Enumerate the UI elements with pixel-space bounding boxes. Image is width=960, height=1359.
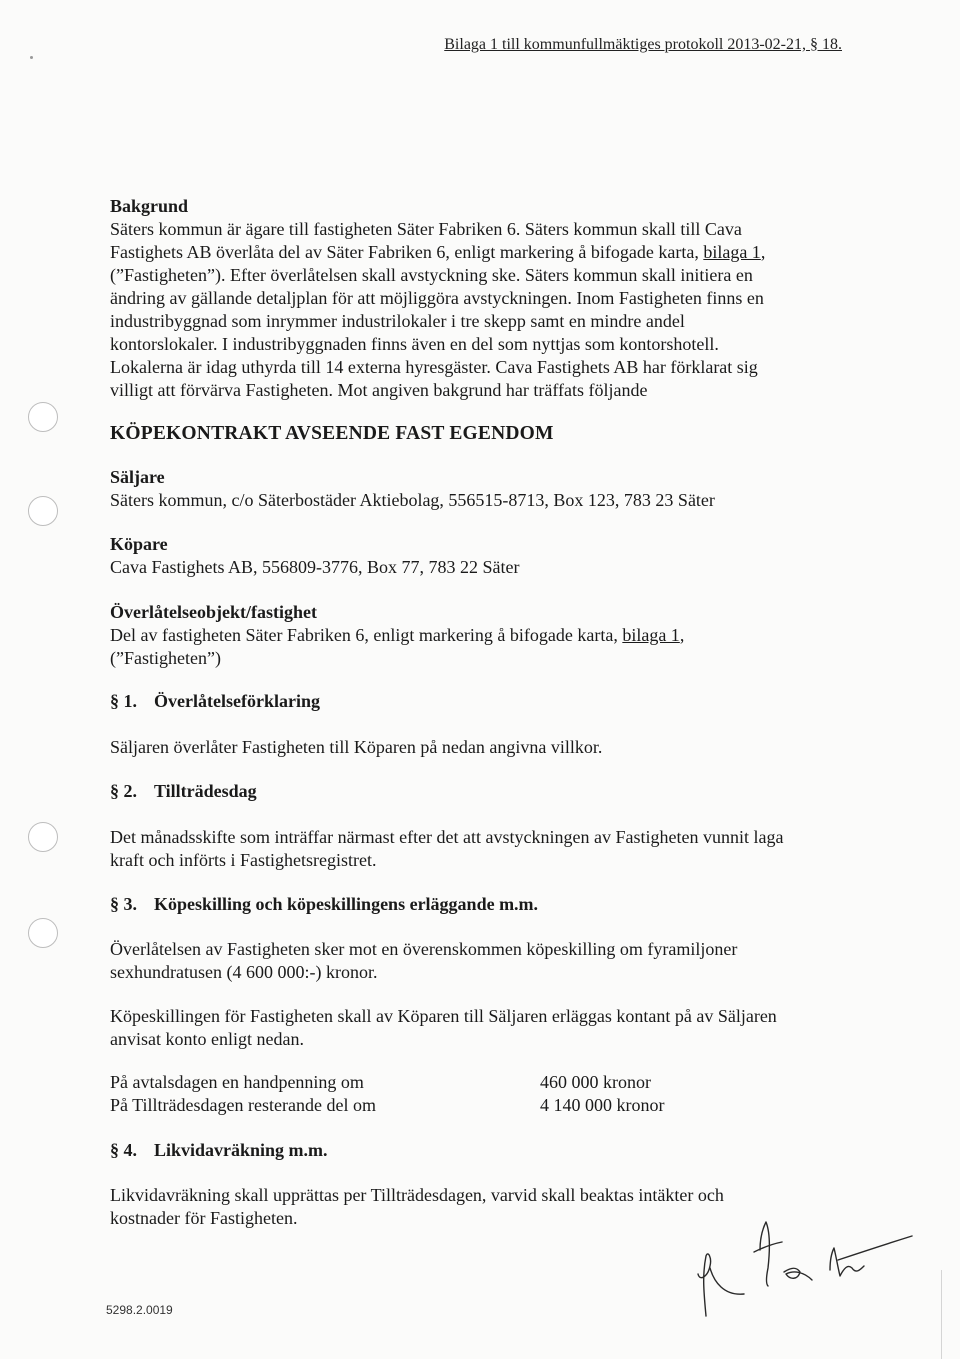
payment-schedule bbox=[110, 1071, 830, 1117]
sec4-line-2: kostnader för Fastigheten. bbox=[110, 1208, 298, 1228]
sec3-title: Köpeskilling och köpeskillingens erläggande m.m. bbox=[154, 894, 539, 914]
bakgrund-line-5: industribyggnad som inrymmer industrilokaler i tre skepp samt en mindre andel bbox=[110, 311, 685, 331]
sec3-paragraph-1 bbox=[110, 938, 830, 984]
payment-row bbox=[110, 1071, 830, 1094]
kopare-text: Cava Fastighets AB, 556809-3776, Box 77, 783 22 Säter bbox=[110, 557, 520, 577]
sec2-line-2: kraft och införts i Fastighetsregistret. bbox=[110, 850, 377, 870]
kopare-title: Köpare bbox=[110, 534, 168, 554]
bakgrund-line-3: (”Fastigheten”). Efter överlåtelsen skall avstyckning ske. Säters kommun skall initiera en bbox=[110, 265, 753, 285]
bakgrund-line-1: Säters kommun är ägare till fastigheten Säter Fabriken 6. Säters kommun skall till Cava bbox=[110, 219, 742, 239]
contract-title: KÖPEKONTRAKT AVSEENDE FAST EGENDOM bbox=[110, 423, 554, 444]
payment-label: På Tillträdesdagen resterande del om bbox=[110, 1095, 376, 1115]
sec2-heading bbox=[110, 780, 830, 803]
sec2-number: § 2. bbox=[110, 781, 137, 801]
sec3-p1-line-2: sexhundratusen (4 600 000:-) kronor. bbox=[110, 962, 378, 982]
punch-hole bbox=[28, 822, 58, 852]
punch-hole bbox=[28, 496, 58, 526]
objekt-title: Överlåtelseobjekt/fastighet bbox=[110, 602, 317, 622]
bakgrund-line-6: kontorslokaler. I industribyggnaden finns även en del som nyttjas som kontorshotell. bbox=[110, 334, 719, 354]
sec3-number: § 3. bbox=[110, 894, 137, 914]
saljare-text: Säters kommun, c/o Säterbostäder Aktiebolag, 556515-8713, Box 123, 783 23 Säter bbox=[110, 490, 715, 510]
sec4-title: Likvidavräkning m.m. bbox=[154, 1140, 328, 1160]
bakgrund-line-8: villigt att förvärva Fastigheten. Mot angiven bakgrund har träffats följande bbox=[110, 380, 648, 400]
bakgrund-line-7: Lokalerna är idag uthyrda till 14 externa hyresgäster. Cava Fastighets AB har förklarat sig bbox=[110, 357, 758, 377]
sec1-number: § 1. bbox=[110, 691, 137, 711]
bakgrund-line-2-end: , bbox=[760, 242, 766, 262]
sec2-title: Tillträdesdag bbox=[154, 781, 257, 801]
sec3-paragraph-2 bbox=[110, 1005, 830, 1051]
bakgrund-title: Bakgrund bbox=[110, 196, 189, 216]
bakgrund-section bbox=[110, 195, 830, 402]
objekt-line-1-text: Del av fastigheten Säter Fabriken 6, enligt markering å bifogade karta, bbox=[110, 625, 623, 645]
sec2-text bbox=[110, 826, 830, 872]
sec1-title: Överlåtelseförklaring bbox=[154, 691, 320, 711]
sec2-line-1: Det månadsskifte som inträffar närmast efter det att avstyckningen av Fastigheten vunnit laga bbox=[110, 827, 784, 847]
kopare-section bbox=[110, 533, 830, 579]
bakgrund-line-4: ändring av gällande detaljplan för att möjliggöra avstyckningen. Inom Fastigheten finns en bbox=[110, 288, 764, 308]
payment-amount: 4 140 000 kronor bbox=[540, 1095, 665, 1115]
saljare-section bbox=[110, 466, 830, 512]
sec3-heading bbox=[110, 893, 830, 916]
bilaga-reference: bilaga 1 bbox=[703, 242, 761, 262]
sec4-heading bbox=[110, 1139, 830, 1162]
saljare-title: Säljare bbox=[110, 467, 165, 487]
scan-edge-line bbox=[941, 1270, 942, 1359]
punch-hole bbox=[28, 918, 58, 948]
payment-label: På avtalsdagen en handpenning om bbox=[110, 1072, 364, 1092]
objekt-line-1 bbox=[110, 624, 830, 647]
document-code: 5298.2.0019 bbox=[106, 1303, 173, 1317]
bakgrund-line-2 bbox=[110, 241, 830, 264]
sec3-p2-line-2: anvisat konto enligt nedan. bbox=[110, 1029, 304, 1049]
signature-initials bbox=[680, 1210, 920, 1320]
objekt-section bbox=[110, 601, 830, 670]
sec3-p2-line-1: Köpeskillingen för Fastigheten skall av Köparen till Säljaren erläggas kontant på av Säljaren bbox=[110, 1006, 777, 1026]
punch-hole bbox=[28, 402, 58, 432]
objekt-line-1-end: , bbox=[679, 625, 685, 645]
payment-row bbox=[110, 1094, 830, 1117]
bakgrund-line-2-text: Fastighets AB överlåta del av Säter Fabriken 6, enligt markering å bifogade karta, bbox=[110, 242, 704, 262]
objekt-line-2: (”Fastigheten”) bbox=[110, 648, 221, 668]
sec4-line-1: Likvidavräkning skall upprättas per Tillträdesdagen, varvid skall beaktas intäkter och bbox=[110, 1185, 724, 1205]
sec4-number: § 4. bbox=[110, 1140, 137, 1160]
sec1-text: Säljaren överlåter Fastigheten till Köparen på nedan angivna villkor. bbox=[110, 737, 603, 757]
sec1-heading bbox=[110, 690, 830, 713]
scan-mark bbox=[30, 56, 33, 59]
payment-amount: 460 000 kronor bbox=[540, 1072, 651, 1092]
sec3-p1-line-1: Överlåtelsen av Fastigheten sker mot en överenskommen köpeskilling om fyramiljoner bbox=[110, 939, 738, 959]
header-reference: Bilaga 1 till kommunfullmäktiges protokoll 2013-02-21, § 18. bbox=[444, 36, 842, 53]
bilaga-reference-2: bilaga 1 bbox=[622, 625, 680, 645]
